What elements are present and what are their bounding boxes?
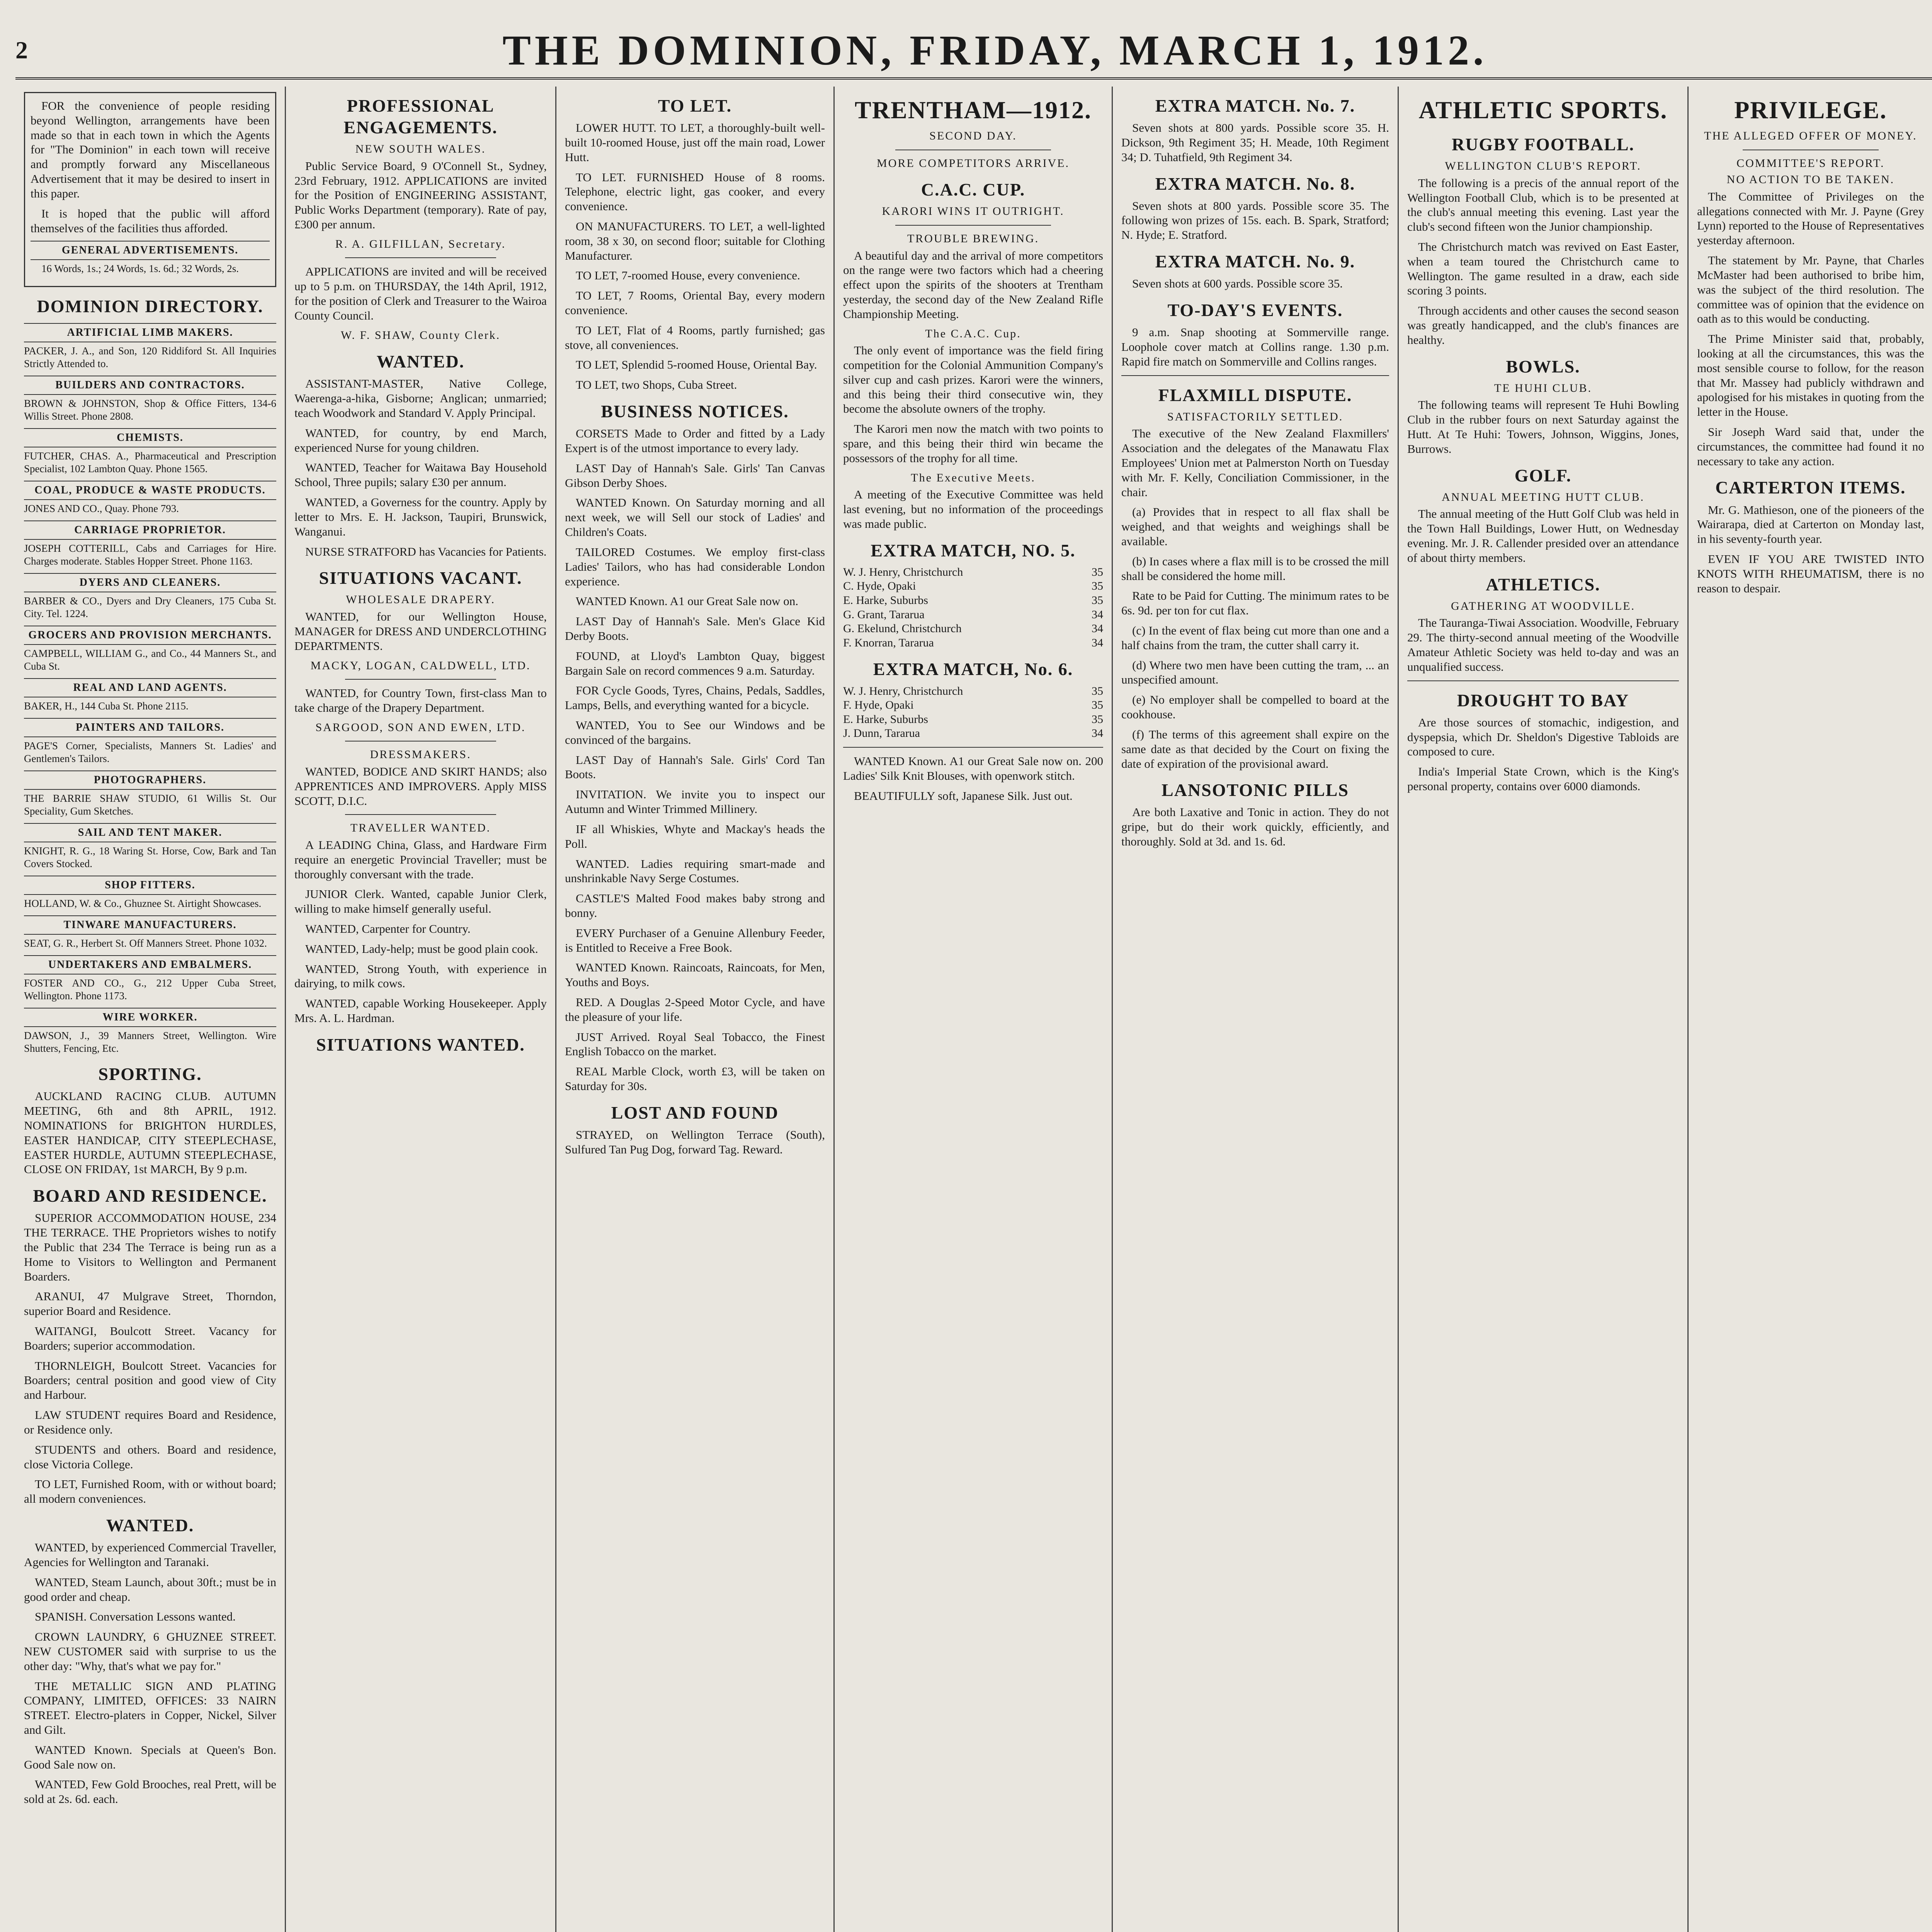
directory-heading: DOMINION DIRECTORY. — [37, 296, 264, 316]
rates-text: 16 Words, 1s.; 24 Words, 1s. 6d.; 32 Words, 2s. — [41, 263, 239, 275]
column-4 — [835, 87, 1113, 1932]
result-row: F. Knorran, Tararua 34 — [843, 636, 1103, 649]
page-number: 2 — [15, 36, 28, 64]
flaxmill-item: (e) No employer shall be compelled to board at the cookhouse. — [1121, 693, 1389, 721]
directory-item-head: SAIL AND TENT MAKER. — [24, 823, 276, 842]
wanted-item: WANTED, Few Gold Brooches, real Prett, will be sold at 2s. 6d. each. — [24, 1777, 276, 1806]
agents-notice — [24, 92, 276, 287]
silk-ad: BEAUTIFULLY soft, Japanese Silk. Just out. — [854, 789, 1073, 803]
privilege-subheading-3: NO ACTION TO BE TAKEN. — [1726, 173, 1895, 186]
crown-text: India's Imperial State Crown, which is the King's personal property, contains over 6000 diamonds. — [1407, 765, 1679, 793]
tolet-heading: TO LET. — [658, 96, 732, 116]
column-3 — [556, 87, 835, 1932]
drapery-text: WANTED, for our Wellington House, MANAGER for DRESS AND UNDERCLOTHING DEPARTMENTS. — [294, 610, 547, 653]
result-row: W. J. Henry, Christchurch 35 — [843, 684, 1103, 697]
todays-events-heading: TO-DAY'S EVENTS. — [1167, 300, 1343, 320]
tolet-item: TO LET, 7-roomed House, every convenience. — [576, 269, 800, 282]
column-6 — [1399, 87, 1689, 1932]
masthead — [15, 23, 1932, 80]
privilege-article — [1697, 87, 1924, 1932]
rugby-subheading: WELLINGTON CLUB'S REPORT. — [1445, 160, 1641, 173]
flaxmill-item: (a) Provides that in respect to all flax shall be weighed, and that weights and weighings shall be available. — [1121, 505, 1389, 548]
result-row: C. Hyde, Opaki 35 — [843, 580, 1103, 593]
article-paragraph: The Committee of Privileges on the allegations connected with Mr. J. Payne (Grey Lynn) reported to the House of Representatives yesterday afternoon. — [1697, 189, 1924, 247]
directory-item-head: PHOTOGRAPHERS. — [24, 770, 276, 790]
directory-item-text: PACKER, J. A., and Son, 120 Riddiford St. All Inquiries Strictly Attended to. — [24, 345, 276, 369]
business-item: JUST Arrived. Royal Seal Tobacco, the Finest English Tobacco on the market. — [565, 1030, 825, 1058]
newspaper-title: THE DOMINION, FRIDAY, MARCH 1, 1912. — [502, 26, 1488, 74]
wanted-item: WANTED, Teacher for Waitawa Bay Household School, Three pupils; salary £30 per annum. — [294, 461, 547, 489]
sporting-text: AUCKLAND RACING CLUB. AUTUMN MEETING, 6th and 8th APRIL, 1912. NOMINATIONS for BRIGHTON HURDLES, EASTER HANDICAP, CITY STEEPLECHASE, EASTER HURDLE, AUTUMN STEEPLECHASE, CLOSE ON FRIDAY, 1st MARCH, By 9 p.m. — [24, 1089, 276, 1176]
trentham-sub-1: SECOND DAY. — [929, 129, 1017, 143]
wanted-item: JUNIOR Clerk. Wanted, capable Junior Clerk, willing to make himself generally useful. — [294, 887, 547, 916]
tolet-item: LOWER HUTT. TO LET, a thoroughly-built well-built 10-roomed House, just off the main road, Lower Hutt. — [565, 121, 825, 164]
wanted-item: WANTED Known. Specials at Queen's Bon. Good Sale now on. — [24, 1743, 276, 1771]
athletic-heading: ATHLETIC SPORTS. — [1418, 96, 1668, 124]
wanted-heading: WANTED. — [376, 352, 465, 372]
wanted-item: WANTED, capable Working Housekeeper. Apply Mrs. A. L. Hardman. — [294, 997, 547, 1025]
privilege-heading: PRIVILEGE. — [1734, 96, 1887, 124]
directory-item-head: UNDERTAKERS AND EMBALMERS. — [24, 955, 276, 975]
athletics-text: The Tauranga-Tiwai Association. Woodville, February 29. The thirty-second annual meeting of the Woodville Amateur Athletic Society was held to-day and was an unqualified success. — [1407, 616, 1679, 673]
business-item: REAL Marble Clock, worth £3, will be taken on Saturday for 30s. — [565, 1065, 825, 1093]
result-row: E. Harke, Suburbs 35 — [843, 594, 1103, 607]
nsw-signature: R. A. GILFILLAN, Secretary. — [335, 237, 506, 250]
trentham-sub-2: MORE COMPETITORS ARRIVE. — [876, 156, 1070, 170]
lansotonic-heading: LANSOTONIC PILLS — [1162, 780, 1349, 800]
directory-item-text: BROWN & JOHNSTON, Shop & Office Fitters, 134-6 Willis Street. Phone 2808. — [24, 397, 276, 422]
directory-item-text: BAKER, H., 144 Cuba St. Phone 2115. — [24, 700, 189, 712]
match5-heading: EXTRA MATCH, NO. 5. — [871, 540, 1076, 560]
directory-item-text: HOLLAND, W. & Co., Ghuznee St. Airtight Showcases. — [24, 898, 262, 910]
directory-list — [24, 323, 276, 1055]
business-item: FOUND, at Lloyd's Lambton Quay, biggest Bargain Sale on record commences 9 a.m. Saturday. — [565, 649, 825, 677]
directory-item-text: FOSTER AND CO., G., 212 Upper Cuba Street, Wellington. Phone 1173. — [24, 977, 276, 1002]
lost-found-text: STRAYED, on Wellington Terrace (South), Sulfured Tan Pug Dog, forward Tag. Reward. — [565, 1128, 825, 1156]
drapery-signature: MACKY, LOGAN, CALDWELL, LTD. — [310, 659, 531, 672]
directory-item-text: JONES AND CO., Quay. Phone 793. — [24, 502, 179, 514]
result-row: G. Grant, Tararua 34 — [843, 608, 1103, 621]
business-item: IF all Whiskies, Whyte and Mackay's heads the Poll. — [565, 822, 825, 850]
directory-item-text: PAGE'S Corner, Specialists, Manners St. Ladies' and Gentlemen's Tailors. — [24, 740, 276, 764]
board-item: SUPERIOR ACCOMMODATION HOUSE, 234 THE TERRACE. THE Proprietors wishes to notify the Public that 234 The Terrace is being run as a Home to Visitors to Wellington and Permanent Boarders. — [24, 1211, 276, 1283]
article-paragraph: Sir Joseph Ward said that, under the circumstances, the committee had found it no necessary to take any action. — [1697, 425, 1924, 468]
wanted-heading: WANTED. — [106, 1515, 194, 1535]
business-item: CASTLE'S Malted Food makes baby strong and bonny. — [565, 891, 825, 920]
directory-item-text: CAMPBELL, WILLIAM G., and Co., 44 Manners St., and Cuba St. — [24, 647, 276, 672]
directory-item-head: SHOP FITTERS. — [24, 876, 276, 895]
tolet-item: TO LET, Flat of 4 Rooms, partly furnished; gas stove, all conveniences. — [565, 323, 825, 352]
privilege-subheading: THE ALLEGED OFFER OF MONEY. — [1704, 129, 1917, 143]
nsw-heading: NEW SOUTH WALES. — [355, 143, 486, 156]
flaxmill-item: (d) Where two men have been cutting the tram, ... an unspecified amount. — [1121, 658, 1389, 687]
lansotonic-text: Are both Laxative and Tonic in action. They do not gripe, but do their work quickly, efficiently, and thoroughly. Sold at 3d. and 1s. 6d. — [1121, 805, 1389, 849]
wanted-item: ASSISTANT-MASTER, Native College, Waerenga-a-hika, Gisborne; Anglican; unmarried; teach Woodwork and Standard V. Apply Principal. — [294, 377, 547, 420]
business-item: WANTED Known. Raincoats, Raincoats, for Men, Youths and Boys. — [565, 961, 825, 989]
column-1 — [15, 87, 286, 1932]
directory-item-text: JOSEPH COTTERILL, Cabs and Carriages for Hire. Charges moderate. Stables Hopper Street. Phone 1163. — [24, 542, 276, 567]
carterton-text: Mr. G. Mathieson, one of the pioneers of the Wairarapa, died at Carterton on Monday last, in his seventy-fourth year. — [1697, 503, 1924, 546]
golf-text: The annual meeting of the Hutt Golf Club was held in the Town Hall Buildings, Lower Hutt, on Wednesday evening. Mr. J. R. Callender presided over an attendance of about thirty members. — [1407, 507, 1679, 565]
directory-item-text: DAWSON, J., 39 Manners Street, Wellington. Wire Shutters, Fencing, Etc. — [24, 1030, 276, 1054]
country-signature: SARGOOD, SON AND EWEN, LTD. — [315, 721, 526, 734]
athletics-subheading: GATHERING AT WOODVILLE. — [1451, 599, 1636, 612]
article-paragraph: The only event of importance was the field firing competition for the Colonial Ammunition Company's silver cup and cash prizes. Karori were the winners, and this being their third consecutive win, they become the absolute owners of the trophy. — [843, 344, 1103, 416]
dressmakers-heading: DRESSMAKERS. — [370, 748, 471, 761]
situations-wanted-heading: SITUATIONS WANTED. — [316, 1034, 525, 1054]
board-item: THORNLEIGH, Boulcott Street. Vacancies for Boarders; central position and good view of City and Harbour. — [24, 1359, 276, 1402]
board-item: ARANUI, 47 Mulgrave Street, Thorndon, superior Board and Residence. — [24, 1289, 276, 1318]
directory-item-head: REAL AND LAND AGENTS. — [24, 678, 276, 697]
cac-cup-heading: C.A.C. CUP. — [921, 180, 1026, 200]
tolet-item: TO LET. FURNISHED House of 8 rooms. Telephone, electric light, gas cooker, and every convenience. — [565, 170, 825, 213]
match7-text: Seven shots at 800 yards. Possible score 35. H. Dickson, 9th Regiment 35; H. Meade, 10th Regiment 34; D. Tuhatfield, 9th Regiment 34. — [1121, 121, 1389, 164]
article-paragraph: The following is a precis of the annual report of the Wellington Football Club, which is to be presented at the club's annual meeting this evening. Last year the club's second fifteen won the Junior championship. — [1407, 176, 1679, 234]
column-5 — [1113, 87, 1399, 1932]
directory-item-head: WIRE WORKER. — [24, 1008, 276, 1027]
directory-item-head: GROCERS AND PROVISION MERCHANTS. — [24, 626, 276, 645]
article-paragraph: The Karori men now the match with two points to spare, and this being their third win became the possessors of the trophy for all time. — [843, 422, 1103, 465]
business-item: WANTED Known. On Saturday morning and all next week, we will Sell our stock of Ladies' and Children's Coats. — [565, 496, 825, 539]
match9-text: Seven shots at 600 yards. Possible score 35. — [1132, 277, 1343, 291]
traveller-heading: TRAVELLER WANTED. — [350, 821, 491, 835]
directory-item-head: CHEMISTS. — [24, 428, 276, 447]
wanted-item: WANTED, Steam Launch, about 30ft.; must be in good order and cheap. — [24, 1575, 276, 1604]
board-item: TO LET, Furnished Room, with or without board; all modern conveniences. — [24, 1477, 276, 1506]
business-heading: BUSINESS NOTICES. — [601, 401, 789, 422]
bowls-heading: BOWLS. — [1506, 356, 1580, 376]
business-item: WANTED Known. A1 our Great Sale now on. — [576, 594, 798, 608]
directory-item-text: SEAT, G. R., Herbert St. Off Manners Street. Phone 1032. — [24, 937, 267, 949]
bowls-subheading: TE HUHI CLUB. — [1494, 381, 1592, 395]
flaxmill-item: (b) In cases where a flax mill is to be crossed the mill shall be considered the home mill. — [1121, 554, 1389, 583]
match9-heading: EXTRA MATCH. No. 9. — [1155, 252, 1355, 272]
wanted-item: WANTED, Strong Youth, with experience in dairying, to milk cows. — [294, 962, 547, 990]
trentham-sub-3: KARORI WINS IT OUTRIGHT. — [882, 205, 1065, 218]
cac-subheading: The C.A.C. Cup. — [925, 327, 1021, 340]
business-item: LAST Day of Hannah's Sale. Girls' Cord Tan Boots. — [565, 753, 825, 781]
wanted-item: THE METALLIC SIGN AND PLATING COMPANY, LIMITED, OFFICES: 33 NAIRN STREET. Electro-platers in Copper, Nickel, Silver and Gilt. — [24, 1679, 276, 1736]
flaxmill-heading: FLAXMILL DISPUTE. — [1158, 385, 1352, 405]
match6-heading: EXTRA MATCH, No. 6. — [873, 659, 1073, 679]
directory-item-head: COAL, PRODUCE & WASTE PRODUCTS. — [24, 481, 276, 500]
clerk-signature: W. F. SHAW, County Clerk. — [340, 328, 500, 342]
business-item: CORSETS Made to Order and fitted by a Lady Expert is of the utmost importance to every lady. — [565, 427, 825, 455]
wanted-item: SPANISH. Conversation Lessons wanted. — [35, 1610, 236, 1624]
directory-item-text: FUTCHER, CHAS. A., Pharmaceutical and Prescription Specialist, 102 Lambton Quay. Phone 1565. — [24, 450, 276, 474]
board-item: STUDENTS and others. Board and residence, close Victoria College. — [24, 1442, 276, 1471]
result-row: J. Dunn, Tararua 34 — [843, 727, 1103, 740]
board-item: WAITANGI, Boulcott Street. Vacancy for Boarders; superior accommodation. — [24, 1324, 276, 1352]
bowls-text: The following teams will represent Te Huhi Bowling Club in the rubber fours on next Saturday against the Hutt. At Te Huhi: Towers, Johnson, Wiggins, Jones, Burrows. — [1407, 398, 1679, 456]
tolet-item: TO LET, 7 Rooms, Oriental Bay, every modern convenience. — [565, 289, 825, 317]
article-paragraph: A beautiful day and the arrival of more competitors on the range were two factors which had a cheering effect upon the spirits of the shooters at Trentham yesterday, the second day of the New Zealand Rifle Championship Meeting. — [843, 248, 1103, 321]
carterton-heading: CARTERTON ITEMS. — [1715, 478, 1906, 498]
flaxmill-item: (c) In the event of flax being cut more than one and a half chains from the tram, the cutter shall carry it. — [1121, 624, 1389, 652]
rates-heading: GENERAL ADVERTISEMENTS. — [31, 241, 270, 260]
business-item: LAST Day of Hannah's Sale. Girls' Tan Canvas Gibson Derby Shoes. — [565, 461, 825, 490]
notice-text: FOR the convenience of people residing beyond Wellington, arrangements have been made so that in each town in which the Agents for "The Dominion" in each town will receive and promptly forward any Miscellaneous Advertisement that it may be desired to insert in this paper. — [31, 99, 270, 200]
tolet-item: TO LET, Splendid 5-roomed House, Oriental Bay. — [576, 358, 817, 372]
situations-vacant-heading: SITUATIONS VACANT. — [319, 568, 522, 588]
business-item: WANTED, You to See our Windows and be convinced of the bargains. — [565, 718, 825, 747]
directory-item-head: TINWARE MANUFACTURERS. — [24, 915, 276, 935]
business-item: TAILORED Costumes. We employ first-class Ladies' Tailors, who has had considerable London experience. — [565, 545, 825, 588]
match7-heading: EXTRA MATCH. No. 7. — [1155, 96, 1355, 116]
article-paragraph: The Christchurch match was revived on East Easter, when a team toured the Christchurch came to Wellington. The game resulted in a draw, each side scoring 3 points. — [1407, 240, 1679, 298]
article-paragraph: The statement by Mr. Payne, that Charles McMaster had been authorised to bribe him, was the subject of the third resolution. The committee was of opinion that the evidence on oath as to this would be conducting. — [1697, 253, 1924, 326]
business-item: WANTED. Ladies requiring smart-made and unshrinkable Navy Serge Costumes. — [565, 857, 825, 885]
executive-subheading: The Executive Meets. — [911, 471, 1036, 484]
directory-item-head: BUILDERS AND CONTRACTORS. — [24, 376, 276, 395]
board-item: LAW STUDENT requires Board and Residence, or Residence only. — [24, 1408, 276, 1436]
tolet-item: TO LET, two Shops, Cuba Street. — [576, 378, 737, 392]
country-text: WANTED, for Country Town, first-class Man to take charge of the Drapery Department. — [294, 686, 547, 714]
article-paragraph: Through accidents and other causes the second season was greatly handicapped, and the club's finances are healthy. — [1407, 304, 1679, 347]
column-2 — [286, 87, 556, 1932]
privilege-subheading-2: COMMITTEE'S REPORT. — [1736, 156, 1885, 170]
business-item: EVERY Purchaser of a Genuine Allenbury Feeder, is Entitled to Receive a Free Book. — [565, 926, 825, 954]
golf-subheading: ANNUAL MEETING HUTT CLUB. — [1442, 490, 1645, 503]
article-paragraph: The Prime Minister said that, probably, looking at all the circumstances, this was the most sensible course to follow, for the reason that Mr. Massey had publicly withdrawn and apologised for his mistakes in quoting from the letter in the House. — [1697, 332, 1924, 419]
flaxmill-subheading: SATISFACTORILY SETTLED. — [1167, 410, 1344, 423]
professional-heading: PROFESSIONAL ENGAGEMENTS. — [344, 96, 498, 138]
drapery-heading: WHOLESALE DRAPERY. — [346, 593, 495, 606]
article-paragraph: A meeting of the Executive Committee was held last evening, but no information of the proceedings was made public. — [843, 488, 1103, 531]
notice-text-2: It is hoped that the public will afford themselves of the facilities thus afforded. — [31, 206, 270, 235]
result-row: F. Hyde, Opaki 35 — [843, 699, 1103, 712]
wanted-item: CROWN LAUNDRY, 6 GHUZNEE STREET. NEW CUSTOMER said with surprise to us the other day: "Why, that's what we pay for." — [24, 1630, 276, 1673]
sporting-heading: SPORTING. — [98, 1064, 202, 1084]
column-7 — [1689, 87, 1932, 1932]
wanted-item: WANTED, a Governess for the country. Apply by letter to Mrs. E. H. Jackson, Taupiri, Brunswick, Wanganui. — [294, 495, 547, 538]
todays-events-text: 9 a.m. Snap shooting at Sommerville range. Loophole cover match at Collins range. 1.30 p.m. Rapid fire match on Sommerville and Collins ranges. — [1121, 325, 1389, 368]
flaxmill-item: Rate to be Paid for Cutting. The minimum rates to be 6s. 9d. per ton for cut flax. — [1121, 589, 1389, 617]
trentham-heading: TRENTHAM—1912. — [855, 96, 1092, 124]
result-row: E. Harke, Suburbs 35 — [843, 713, 1103, 726]
directory-item-head: CARRIAGE PROPRIETOR. — [24, 520, 276, 540]
match8-heading: EXTRA MATCH. No. 8. — [1155, 173, 1355, 194]
wanted-ad: WANTED Known. A1 our Great Sale now on. 200 Ladies' Silk Knit Blouses, with openwork stitch. — [843, 754, 1103, 782]
board-heading: BOARD AND RESIDENCE. — [33, 1186, 267, 1206]
drought-text: Are those sources of stomachic, indigestion, and dyspepsia, which Dr. Sheldon's Digestive Tabloids are composed to cure. — [1407, 715, 1679, 759]
result-row: G. Ekelund, Christchurch 34 — [843, 622, 1103, 635]
business-item: RED. A Douglas 2-Speed Motor Cycle, and have the pleasure of your life. — [565, 995, 825, 1024]
dressmakers-text: WANTED, BODICE AND SKIRT HANDS; also APPRENTICES AND IMPROVERS. Apply MISS SCOTT, D.I.C. — [294, 764, 547, 808]
wanted-item: WANTED, Carpenter for Country. — [305, 922, 471, 935]
wanted-item: NURSE STRATFORD has Vacancies for Patients. — [305, 544, 547, 558]
directory-item-head: DYERS AND CLEANERS. — [24, 573, 276, 592]
flaxmill-text: The executive of the New Zealand Flaxmillers' Association and the delegates of the Manawatu Flax Employees' Union met at Palmerston North on Tuesday with Mr. F. Kelly, Conciliation Commissioner, in the chair. — [1121, 427, 1389, 499]
directory-item-text: BARBER & CO., Dyers and Dry Cleaners, 175 Cuba St. City. Tel. 1224. — [24, 595, 276, 619]
flaxmill-item: (f) The terms of this agreement shall expire on the same date as that decided by the Court on fixing the date of expiration of the provisional award. — [1121, 727, 1389, 770]
nsw-text: Public Service Board, 9 O'Connell St., Sydney, 23rd February, 1912. APPLICATIONS are invited for the Position of ENGINEERING ASSISTANT, Public Works Department (temporary). Rate of pay, £300 per annum. — [294, 159, 547, 231]
rugby-heading: RUGBY FOOTBALL. — [1451, 134, 1635, 155]
rheumatism-ad: EVEN IF YOU ARE TWISTED INTO KNOTS WITH RHEUMATISM, there is no reason to despair. — [1697, 552, 1924, 595]
wanted-item: WANTED, for country, by end March, experienced Nurse for young children. — [294, 426, 547, 454]
trentham-sub-4: TROUBLE BREWING. — [907, 232, 1039, 245]
match8-text: Seven shots at 800 yards. Possible score 35. The following won prizes of 15s. each. B. Spark, Stratford; N. Hyde; E. Stratford. — [1121, 199, 1389, 242]
directory-item-text: THE BARRIE SHAW STUDIO, 61 Willis St. Our Speciality, Gum Sketches. — [24, 793, 276, 817]
directory-item-head: ARTIFICIAL LIMB MAKERS. — [24, 323, 276, 342]
drought-heading: DROUGHT TO BAY — [1457, 690, 1629, 710]
athletics-heading: ATHLETICS. — [1486, 574, 1600, 594]
clerk-text: APPLICATIONS are invited and will be received up to 5 p.m. on THURSDAY, the 14th April, 1912, for the position of Clerk and Treasurer to the Wairoa County Council. — [294, 265, 547, 322]
result-row: W. J. Henry, Christchurch 35 — [843, 565, 1103, 578]
business-item: INVITATION. We invite you to inspect our Autumn and Winter Trimmed Millinery. — [565, 787, 825, 816]
traveller-text: A LEADING China, Glass, and Hardware Firm require an energetic Provincial Traveller; must be thoroughly conversant with the trade. — [294, 838, 547, 881]
lost-found-heading: LOST AND FOUND — [611, 1102, 779, 1122]
wanted-item: WANTED, by experienced Commercial Traveller, Agencies for Wellington and Taranaki. — [24, 1541, 276, 1569]
business-item: LAST Day of Hannah's Sale. Men's Glace Kid Derby Boots. — [565, 614, 825, 643]
wanted-item: WANTED, Lady-help; must be good plain cook. — [305, 942, 538, 956]
directory-item-text: KNIGHT, R. G., 18 Waring St. Horse, Cow, Bark and Tan Covers Stocked. — [24, 845, 276, 870]
directory-item-head: PAINTERS AND TAILORS. — [24, 718, 276, 737]
tolet-item: ON MANUFACTURERS. TO LET, a well-lighted room, 38 x 30, on second floor; suitable for Clothing Manufacturer. — [565, 219, 825, 262]
business-item: FOR Cycle Goods, Tyres, Chains, Pedals, Saddles, Lamps, Bells, and everything wanted for a bicycle. — [565, 684, 825, 712]
golf-heading: GOLF. — [1514, 465, 1572, 485]
